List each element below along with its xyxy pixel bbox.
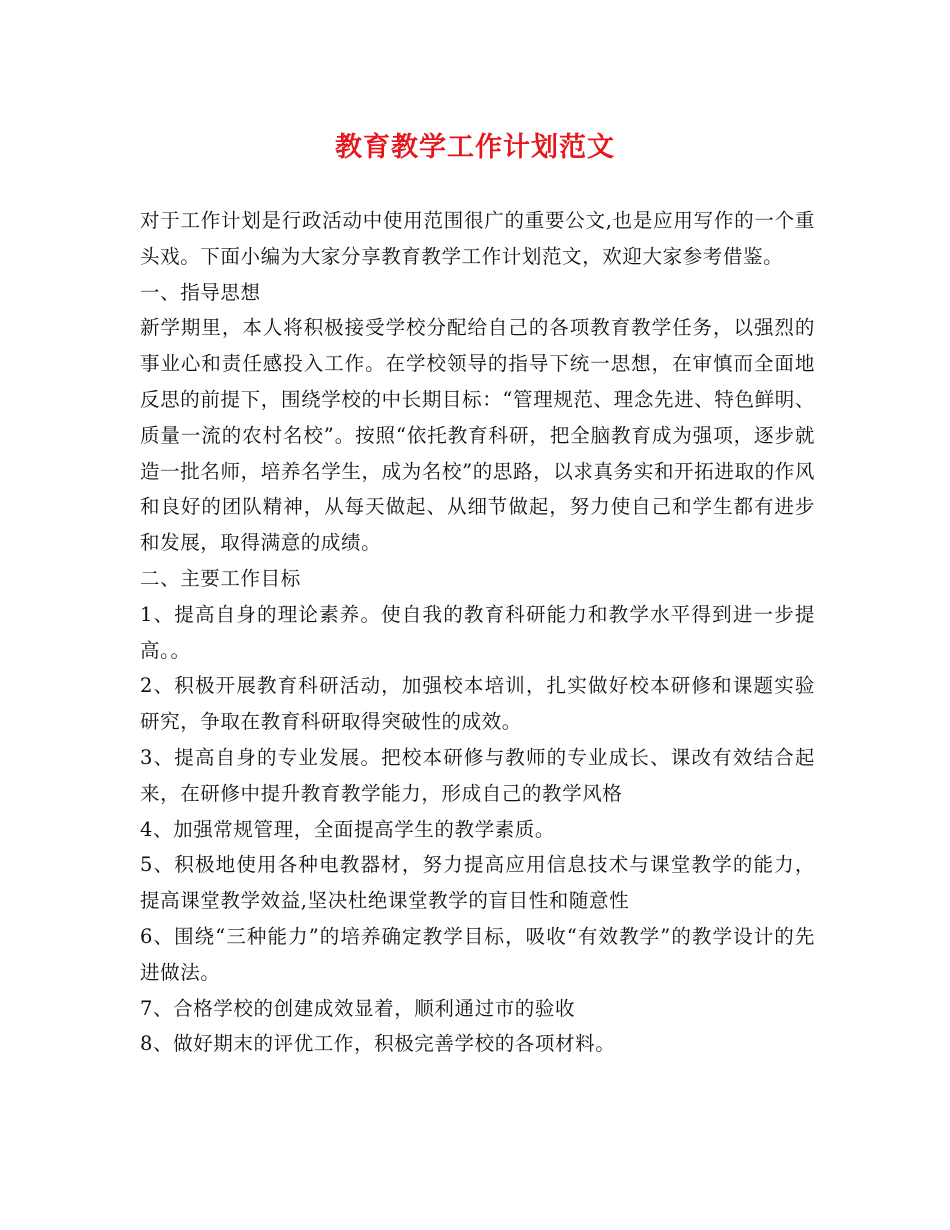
goal-item-6: 6、围绕“三种能力”的培养确定教学目标，吸收“有效教学”的教学设计的先进做法。 bbox=[140, 924, 815, 984]
intro-paragraph: 对于工作计划是行政活动中使用范围很广的重要公文,也是应用写作的一个重头戏。下面小编为大家分享教育教学工作计划范文，欢迎大家参考借鉴。 bbox=[140, 209, 815, 268]
document-title: 教育教学工作计划范文 bbox=[335, 132, 615, 163]
goal-item-5: 5、积极地使用各种电教器材，努力提高应用信息技术与课堂教学的能力，提高课堂教学效益,坚决杜绝课堂教学的盲目性和随意性 bbox=[140, 853, 815, 913]
guiding-ideology-paragraph: 新学期里，本人将积极接受学校分配给自己的各项教育教学任务，以强烈的事业心和责任感投入工作。在学校领导的指导下统一思想，在审慎而全面地反思的前提下，围绕学校的中长期目标：“管理规范、理念先进、特色鲜明、质量一流的农村名校”。按照“依托教育科研，把全脑教育成为强项，逐步就造一批名师，培养名学生，成为名校”的思路，以求真务实和开拓进取的作风和良好的团队精神，从每天做起、从细节做起，努力使自己和学生都有进步和发展，取得满意的成绩。 bbox=[140, 316, 815, 555]
goal-item-2: 2、积极开展教育科研活动，加强校本培训，扎实做好校本研修和课题实验研究，争取在教育科研取得突破性的成效。 bbox=[140, 674, 815, 734]
document-body bbox=[140, 203, 815, 1062]
goal-item-7: 7、合格学校的创建成效显着，顺利通过市的验收 bbox=[140, 996, 576, 1020]
section-heading-guiding-ideology: 一、指导思想 bbox=[140, 280, 261, 304]
goal-item-1: 1、提高自身的理论素养。使自我的教育科研能力和教学水平得到进一步提高。。 bbox=[140, 602, 815, 662]
goal-item-8: 8、做好期末的评优工作，积极完善学校的各项材料。 bbox=[140, 1032, 616, 1056]
goal-item-3: 3、提高自身的专业发展。把校本研修与教师的专业成长、课改有效结合起来，在研修中提升教育教学能力，形成自己的教学风格 bbox=[140, 745, 815, 805]
section-heading-main-goals: 二、主要工作目标 bbox=[140, 566, 301, 590]
goal-item-4: 4、加强常规管理，全面提高学生的教学素质。 bbox=[140, 817, 556, 841]
